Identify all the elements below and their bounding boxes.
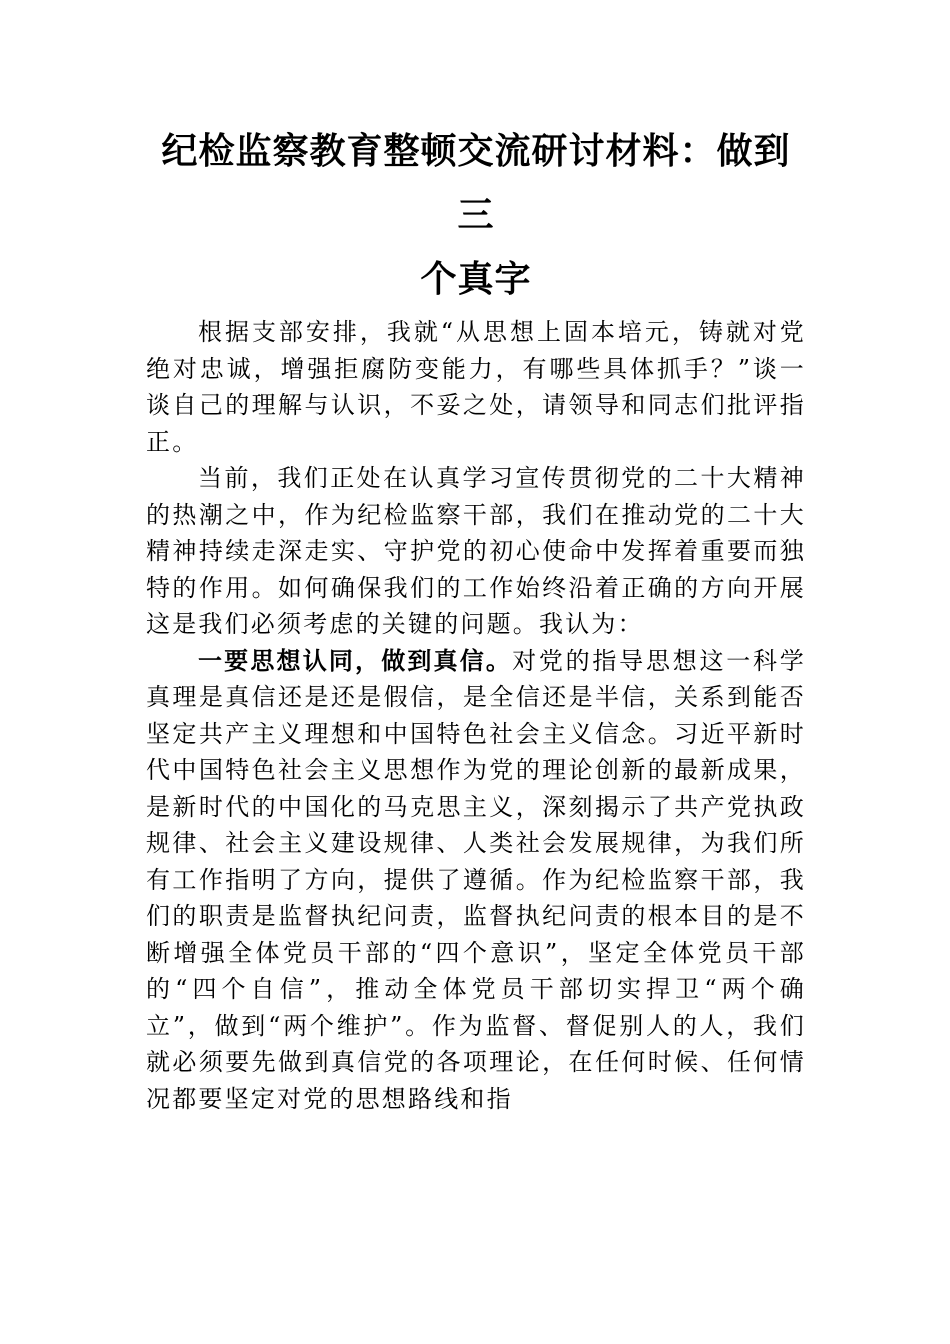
document-title bbox=[146, 120, 806, 312]
paragraph-context bbox=[146, 460, 806, 643]
paragraph-text: 根据支部安排，我就“从思想上固本培元，铸就对党绝对忠诚，增强拒腐防变能力，有哪些具体抓手？”谈一谈自己的理解与认识，不妥之处，请领导和同志们批评指正。 bbox=[146, 318, 806, 456]
paragraph-lead-heading: 一要思想认同，做到真信。 bbox=[198, 646, 513, 675]
document-title-line-2: 个真字 bbox=[420, 259, 532, 300]
document-body bbox=[146, 314, 806, 1117]
document-page bbox=[146, 120, 806, 1117]
document-title-line-1: 纪检监察教育整顿交流研讨材料：做到三 bbox=[161, 131, 791, 236]
paragraph-introduction bbox=[146, 314, 806, 460]
paragraph-text: 当前，我们正处在认真学习宣传贯彻党的二十大精神的热潮之中，作为纪检监察干部，我们在推动党的二十大精神持续走深走实、守护党的初心使命中发挥着重要而独特的作用。如何确保我们的工作始终沿着正确的方向开展这是我们必须考虑的关键的问题。我认为： bbox=[146, 464, 806, 638]
paragraph-point-one bbox=[146, 643, 806, 1118]
paragraph-text: 对党的指导思想这一科学真理是真信还是还是假信，是全信还是半信，关系到能否坚定共产主义理想和中国特色社会主义信念。习近平新时代中国特色社会主义思想作为党的理论创新的最新成果，是新时代的中国化的马克思主义，深刻揭示了共产党执政规律、社会主义建设规律、人类社会发展规律，为我们所有工作指明了方向，提供了遵循。作为纪检监察干部，我们的职责是监督执纪问责，监督执纪问责的根本目的是不断增强全体党员干部的“四个意识”，坚定全体党员干部的“四个自信”，推动全体党员干部切实捍卫“两个确立”，做到“两个维护”。作为监督、督促别人的人，我们就必须要先做到真信党的各项理论，在任何时候、任何情况都要坚定对党的思想路线和指 bbox=[146, 646, 807, 1113]
